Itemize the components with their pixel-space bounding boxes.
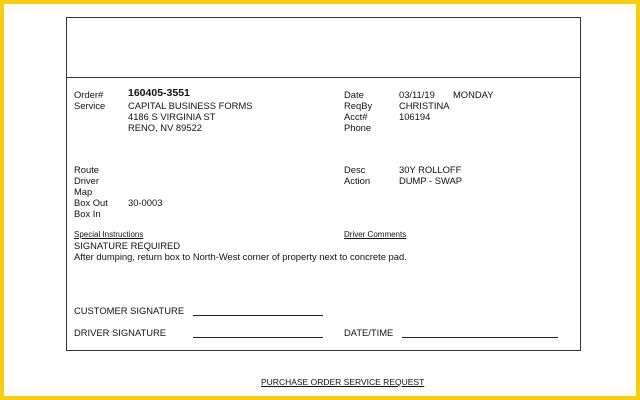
boxout-label: Box Out bbox=[74, 197, 108, 208]
document-page bbox=[4, 4, 636, 396]
driver-signature-line[interactable] bbox=[193, 337, 323, 338]
boxout-value: 30-0003 bbox=[128, 197, 163, 208]
driver-label: Driver bbox=[74, 175, 99, 186]
day-value: MONDAY bbox=[453, 89, 494, 100]
driver-comments-heading: Driver Comments bbox=[344, 230, 407, 239]
order-number: 160405-3551 bbox=[128, 87, 190, 99]
desc-value: 30Y ROLLOFF bbox=[399, 164, 462, 175]
special-instructions-heading: Special Instructions bbox=[74, 230, 144, 239]
reqby-label: ReqBy bbox=[344, 100, 373, 111]
service-label: Service bbox=[74, 100, 106, 111]
customer-signature-label: CUSTOMER SIGNATURE bbox=[74, 305, 185, 316]
service-request-form bbox=[66, 17, 581, 351]
instruction-line-1: SIGNATURE REQUIRED bbox=[74, 240, 181, 251]
route-label: Route bbox=[74, 164, 100, 175]
order-label: Order# bbox=[74, 89, 104, 100]
header-divider bbox=[67, 77, 580, 78]
customer-signature-line[interactable] bbox=[193, 315, 323, 316]
date-value: 03/11/19 bbox=[399, 89, 435, 100]
footer-title: PURCHASE ORDER SERVICE REQUEST bbox=[261, 377, 425, 387]
action-label: Action bbox=[344, 175, 371, 186]
service-line-1: CAPITAL BUSINESS FORMS bbox=[128, 100, 253, 111]
datetime-label: DATE/TIME bbox=[344, 327, 394, 338]
date-label: Date bbox=[344, 89, 364, 100]
acct-value: 106194 bbox=[399, 111, 431, 122]
reqby-value: CHRISTINA bbox=[399, 100, 450, 111]
instruction-line-2: After dumping, return box to North-West corner of property next to concrete pad. bbox=[74, 251, 407, 262]
service-line-3: RENO, NV 89522 bbox=[128, 122, 202, 133]
boxin-label: Box In bbox=[74, 208, 101, 219]
service-line-2: 4186 S VIRGINIA ST bbox=[128, 111, 216, 122]
phone-label: Phone bbox=[344, 122, 372, 133]
action-value: DUMP - SWAP bbox=[399, 175, 463, 186]
acct-label: Acct# bbox=[344, 111, 368, 122]
datetime-line[interactable] bbox=[402, 337, 558, 338]
driver-signature-label: DRIVER SIGNATURE bbox=[74, 327, 167, 338]
desc-label: Desc bbox=[344, 164, 366, 175]
map-label: Map bbox=[74, 186, 93, 197]
